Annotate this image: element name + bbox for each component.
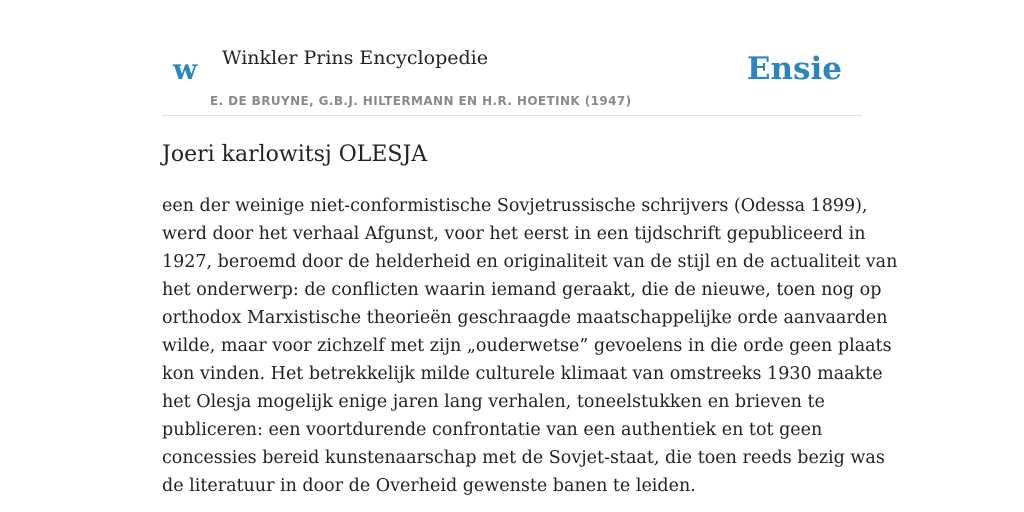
entry-line: wilde, maar voor zichzelf met zijn „ouderwetse” gevoelens in die orde geen plaats bbox=[162, 336, 892, 356]
entry-line: het Olesja mogelijk enige jaren lang verhalen, toneelstukken en brieven te bbox=[162, 392, 825, 412]
entry-line: orthodox Marxistische theorieën geschraagde maatschappelijke orde aanvaarden bbox=[162, 308, 888, 328]
entry-line: een der weinige niet-conformistische Sovjetrussische schrijvers (Odessa 1899), bbox=[162, 196, 868, 216]
entry-line: publiceren: een voortdurende confrontatie van een authentiek en tot geen bbox=[162, 420, 823, 440]
entry-line: het onderwerp: de conflicten waarin iemand geraakt, die de nieuwe, toen nog op bbox=[162, 280, 882, 300]
winkler-prins-logo: w bbox=[173, 53, 198, 86]
authors-line: E. DE BRUYNE, G.B.J. HILTERMANN EN H.R. HOETINK (1947) bbox=[210, 94, 632, 108]
entry-line: concessies bereid kunstenaarschap met de Sovjet-staat, die toen reeds bezig was bbox=[162, 448, 885, 468]
ensie-logo[interactable]: Ensie bbox=[746, 51, 842, 87]
entry-line: kon vinden. Het betrekkelijk milde culturele klimaat van omstreeks 1930 maakte bbox=[162, 364, 883, 384]
header-divider bbox=[162, 115, 862, 116]
entry-title: Joeri karlowitsj OLESJA bbox=[162, 142, 428, 167]
entry-line: 1927, beroemd door de helderheid en originaliteit van de stijl en de actualiteit van bbox=[162, 252, 898, 272]
entry-body bbox=[162, 192, 898, 500]
entry-line: de literatuur in door de Overheid gewenste banen te leiden. bbox=[162, 476, 696, 496]
entry-line: werd door het verhaal Afgunst, voor het eerst in een tijdschrift gepubliceerd in bbox=[162, 224, 866, 244]
publication-title: Winkler Prins Encyclopedie bbox=[222, 47, 488, 69]
